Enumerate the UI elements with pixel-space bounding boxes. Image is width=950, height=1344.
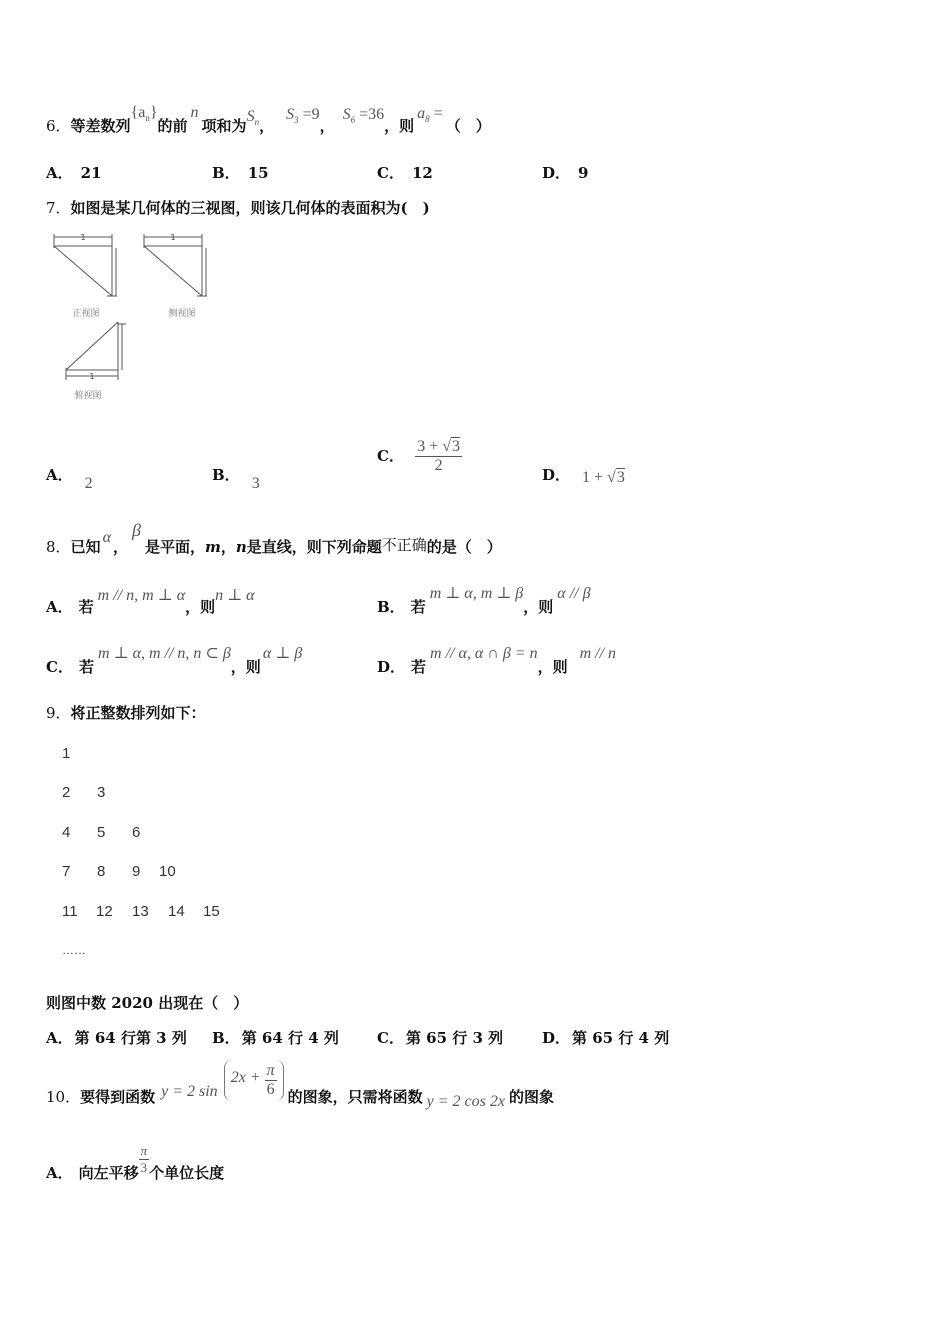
emphasis-text: 不正确 (381, 536, 427, 554)
math-sn: $S_n$ (246, 108, 260, 128)
q6-option-d[interactable]: D． 9 (542, 164, 589, 182)
question-6: 6．等差数列$\{a_n\}$的前n项和为$S_n$，$S_3 =9$，$S_6 =36$，则$a_8$ =（ ） (46, 104, 491, 135)
q9-option-b[interactable]: B． 第 64 行 4 列 (212, 1029, 339, 1047)
q9-option-d[interactable]: D． 第 65 行 4 列 (542, 1029, 670, 1047)
side-view (144, 234, 207, 296)
q8-option-d[interactable]: D． 若m // α, α ∩ β = n，则m // n (377, 645, 617, 676)
question-number: 7． (46, 199, 71, 217)
condition-math: m // n, m ⊥ α (97, 587, 186, 604)
q8-option-a[interactable]: A． 若m // n, m ⊥ α，则n ⊥ α (46, 587, 255, 616)
question-text: 等差数列 (70, 117, 131, 135)
q8-option-c[interactable]: C． 若m ⊥ α, m // n, n ⊂ β，则α ⊥ β (46, 645, 303, 676)
math-s6: $S_6 =36$ (342, 106, 385, 126)
condition-math: m // α, α ∩ β = n (430, 645, 538, 662)
top-view (66, 322, 126, 380)
question-number: 8． (46, 538, 71, 556)
side-view-label: 侧视图 (168, 309, 196, 319)
conclusion-math: m // n (579, 645, 617, 662)
conclusion-math: α // β (557, 585, 591, 602)
three-view-diagram (48, 230, 218, 405)
math-n: n (190, 104, 199, 121)
dim-label: 1 (89, 372, 95, 381)
q7-option-a[interactable]: A． 2 (46, 466, 93, 492)
q7-option-b[interactable]: B． 3 (212, 466, 260, 492)
answer-bracket: （ ） (445, 117, 491, 135)
math-a8: $a_8$ = (417, 105, 443, 125)
q10-option-a[interactable]: A． 向左平移 $\frac{\pi}{3}$ 个单位长度 (46, 1143, 225, 1182)
math-beta: β (131, 520, 141, 540)
question-10: 10．要得到函数 y = 2 sin2x + $\frac{\pi}{6}$ 的图象，只需将函数 y = 2 cos 2x 的图象 (46, 1062, 554, 1110)
fraction: $\frac{\pi}{3}$ (140, 1143, 148, 1175)
q9-option-a[interactable]: A． 第 64 行第 3 列 (46, 1029, 187, 1047)
q7-option-c[interactable]: C． $\frac{3 + √3}{2}$ (377, 438, 460, 474)
math-s3: $S_3 =9$ (286, 106, 320, 126)
fraction: $\frac{\pi}{6}$ (266, 1062, 275, 1098)
condition-math: m ⊥ α, m ⊥ β (429, 585, 524, 602)
front-view-label: 正视图 (72, 309, 100, 319)
triangle-ellipsis: …… (62, 943, 86, 957)
top-view-label: 俯视图 (74, 391, 102, 401)
question-text: ，则 (384, 117, 415, 135)
q9-option-c[interactable]: C． 第 65 行 3 列 (377, 1029, 504, 1047)
question-text: 的前 (157, 117, 188, 135)
dim-label: 1 (80, 233, 86, 242)
q6-option-a[interactable]: A． 21 (46, 164, 102, 182)
condition-math: m ⊥ α, m // n, n ⊂ β (97, 645, 231, 662)
front-view (54, 234, 117, 296)
math-sequence: $\{a_n\}$ (130, 104, 158, 124)
question-number: 6． (46, 117, 71, 135)
q7-option-d[interactable]: D． 1 + √3 (542, 466, 625, 486)
math-alpha: α (102, 529, 111, 546)
conclusion-math: n ⊥ α (215, 587, 255, 604)
q6-option-b[interactable]: B． 15 (212, 164, 269, 182)
question-number: 9． (46, 704, 71, 722)
question-text: 将正整数排列如下： (70, 704, 206, 722)
function-y-cos: y = 2 cos 2x (426, 1093, 505, 1110)
question-8: 8．已知α，β是平面，m，n是直线，则下列命题不正确的是（ ） (46, 520, 502, 556)
fraction: $\frac{3 + √3}{2}$ (417, 438, 460, 474)
dim-label: 1 (170, 233, 176, 242)
question-7 (46, 197, 430, 218)
q9-question: 则图中数 2020 出现在（ ） (46, 994, 249, 1012)
question-number: 10． (46, 1088, 81, 1106)
q6-option-c[interactable]: C． 12 (377, 164, 433, 182)
question-text: 项和为 (201, 117, 247, 135)
function-y-sin: y = 2 sin2x + $\frac{\pi}{6}$ (155, 1060, 284, 1101)
q8-option-b[interactable]: B． 若m ⊥ α, m ⊥ β，则α // β (377, 585, 591, 616)
question-9 (46, 702, 206, 723)
question-text: 如图是某几何体的三视图，则该几何体的表面积为( ) (70, 199, 430, 217)
conclusion-math: α ⊥ β (262, 645, 303, 662)
